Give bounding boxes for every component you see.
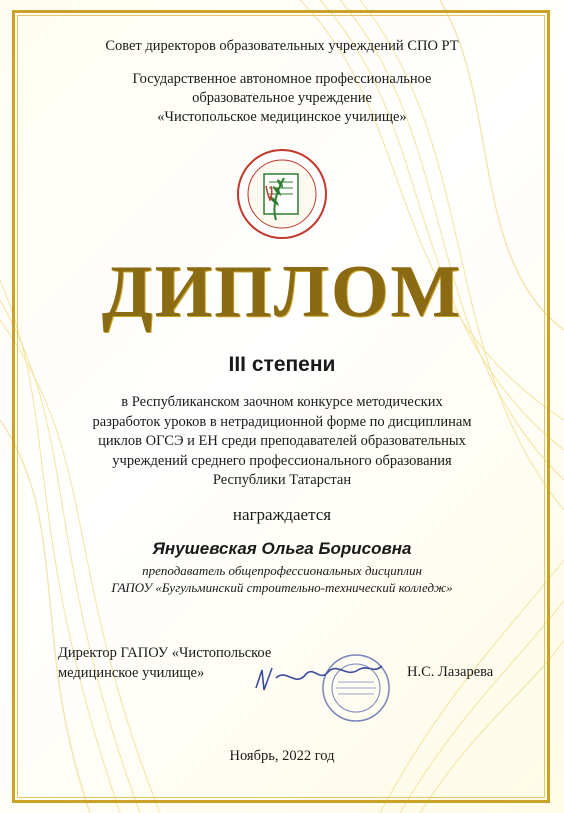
- recipient-position: [0, 562, 564, 596]
- issue-date: Ноябрь, 2022 год: [229, 748, 335, 764]
- institution-line: «Чистопольское медицинское училище»: [157, 109, 407, 125]
- description-line: учреждений среднего профессионального образования: [112, 452, 452, 469]
- institution-line: Государственное автономное профессиональное: [132, 71, 432, 87]
- diploma-degree: III степени: [228, 353, 336, 376]
- description-line: разработок уроков в нетрадиционной форме по дисциплинам: [92, 413, 472, 430]
- handwritten-signature: [256, 666, 382, 690]
- description-line: в Республиканском заочном конкурсе методических: [121, 394, 443, 410]
- description-line: циклов ОГСЭ и ЕН среди преподавателей образовательных: [98, 433, 466, 449]
- stamp-seal: [323, 655, 389, 721]
- director-line: Директор ГАПОУ «Чистопольское: [58, 645, 272, 661]
- position-line: ГАПОУ «Бугульминский строительно-технический колледж»: [111, 580, 453, 595]
- signature-and-stamp: [246, 648, 416, 723]
- director-name: Н.С. Лазарева: [407, 664, 494, 680]
- director-line: медицинское училище»: [58, 665, 205, 681]
- description-line: Республики Татарстан: [212, 472, 352, 488]
- recipient-name: Янушевская Ольга Борисовна: [152, 539, 412, 558]
- institution-line: образовательное учреждение: [192, 90, 372, 106]
- institution-name: [0, 70, 564, 127]
- diploma-title: ДИПЛОМ: [101, 251, 463, 333]
- council-name: Совет директоров образовательных учреждений СПО РТ: [105, 38, 459, 54]
- awarded-label: награждается: [232, 505, 332, 524]
- medical-school-emblem-icon: [236, 148, 328, 240]
- diploma-description: [0, 393, 564, 491]
- position-line: преподаватель общепрофессиональных дисциплин: [142, 563, 422, 578]
